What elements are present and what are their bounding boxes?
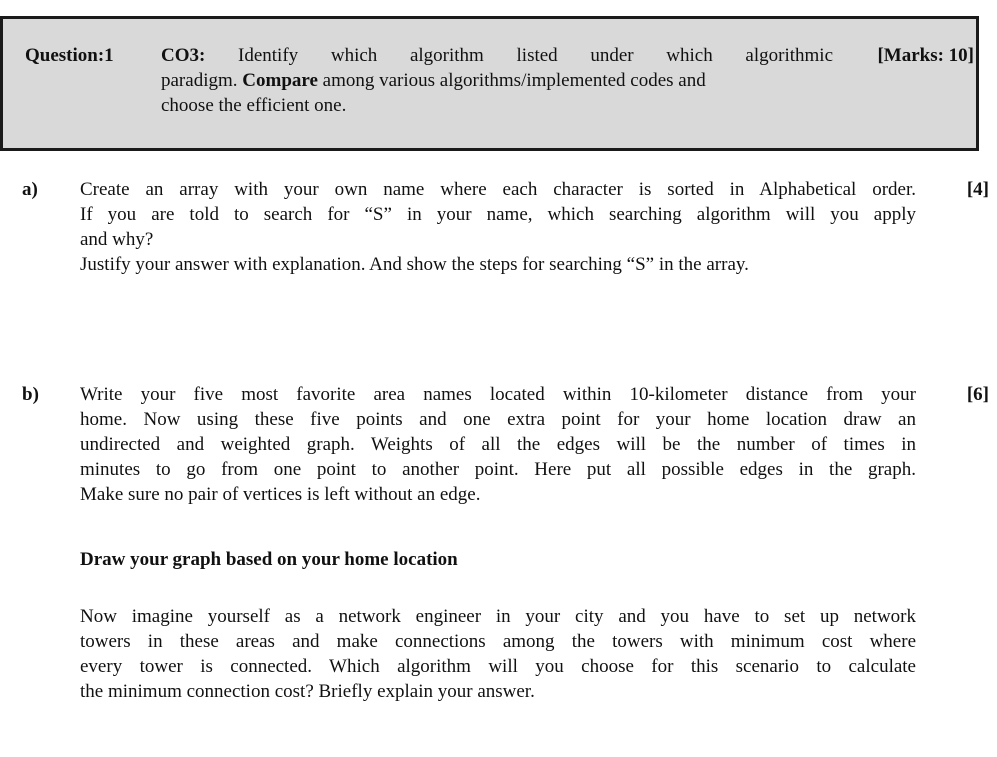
question-header-box — [0, 16, 979, 151]
question-text-line-1: CO3: Identify which algorithm listed under which algorithmic — [161, 45, 833, 66]
part-b-p2-line-1: Now imagine yourself as a network engineer in your city and you have to set up network — [80, 606, 916, 627]
part-a-text — [80, 177, 916, 277]
part-a-line-2: If you are told to search for “S” in your name, which searching algorithm will you apply — [80, 204, 916, 225]
part-b-label: b) — [22, 384, 39, 405]
part-b-marks: [6] — [966, 384, 989, 405]
part-b-p2-line-2: towers in these areas and make connections among the towers with minimum cost where — [80, 631, 916, 652]
part-b-p1-line-4: minutes to go from one point to another point. Here put all possible edges in the graph. — [80, 459, 916, 480]
part-b-p2-line-3: every tower is connected. Which algorithm will you choose for this scenario to calculate — [80, 656, 916, 677]
part-a-line-3: and why? — [80, 229, 154, 250]
part-b-p1-line-5: Make sure no pair of vertices is left without an edge. — [80, 484, 481, 505]
part-a-marks: [4] — [966, 179, 989, 200]
course-outcome-label: CO3: — [161, 45, 206, 66]
part-b-p2-line-4: the minimum connection cost? Briefly explain your answer. — [80, 681, 535, 702]
part-b-p1-line-2: home. Now using these five points and one extra point for your home location draw an — [80, 409, 916, 430]
compare-keyword: Compare — [242, 70, 318, 91]
part-a-label: a) — [22, 179, 38, 200]
question-text-line-3: choose the efficient one. — [161, 95, 347, 116]
question-text — [161, 43, 833, 118]
part-b-paragraph-1 — [80, 382, 916, 507]
part-b-p1-line-3: undirected and weighted graph. Weights of all the edges will be the number of times in — [80, 434, 916, 455]
part-a-line-4: Justify your answer with explanation. And show the steps for searching “S” in the array. — [80, 254, 749, 275]
question-label: Question:1 — [25, 45, 114, 66]
graph-heading: Draw your graph based on your home location — [80, 549, 458, 570]
question-marks: [Marks: 10] — [877, 45, 974, 66]
question-text-line-2: paradigm. Compare among various algorithms/implemented codes and — [161, 70, 706, 91]
part-b-p1-line-1: Write your five most favorite area names located within 10-kilometer distance from your — [80, 384, 916, 405]
part-a-line-1: Create an array with your own name where each character is sorted in Alphabetical order. — [80, 179, 916, 200]
part-b-paragraph-2 — [80, 604, 916, 704]
